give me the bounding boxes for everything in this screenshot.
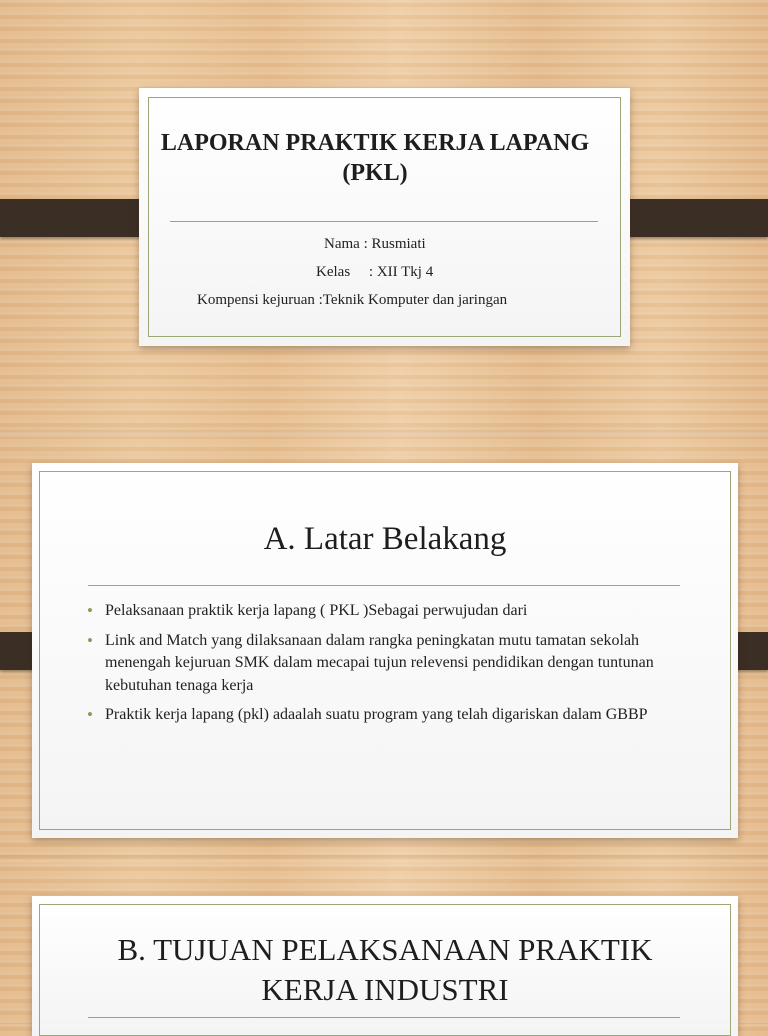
background-bullet-list [87, 600, 682, 734]
bullet-text: Link and Match yang dilaksanaan dalam rangka peningkatan mutu tamatan sekolah menengah kejuruan SMK dalam mecapai tujun relevensi pendidikan dengan tuntunan kebutuhan tenaga kerja [105, 631, 654, 694]
bullet-text: Pelaksanaan praktik kerja lapang ( PKL )Sebagai perwujudan dari [105, 602, 528, 619]
section-a-divider [88, 585, 680, 586]
bullet-icon: • [87, 601, 93, 620]
wood-grain-band [0, 430, 768, 437]
list-item [87, 704, 682, 727]
student-name: Nama : Rusmiati [324, 236, 426, 252]
wood-grain-band [0, 855, 768, 862]
student-class: Kelas : XII Tkj 4 [316, 264, 434, 280]
competency: Kompensi kejuruan :Teknik Komputer dan jaringan [197, 292, 508, 308]
left-strap [0, 199, 155, 237]
list-item [87, 630, 682, 698]
report-title: LAPORAN PRAKTIK KERJA LAPANG (PKL) [160, 130, 590, 186]
section-b-divider [88, 1017, 680, 1018]
right-strap [612, 199, 768, 237]
title-divider [170, 221, 598, 222]
bullet-text: Praktik kerja lapang (pkl) adaalah suatu program yang telah digariskan dalam GBBP [105, 706, 648, 723]
bullet-icon: • [87, 630, 93, 650]
section-heading-b: B. TUJUAN PELAKSANAAN PRAKTIK KERJA INDUSTRI [117, 932, 653, 1007]
section-heading-a: A. Latar Belakang [263, 521, 507, 557]
list-item [87, 600, 682, 623]
bullet-icon: • [87, 705, 93, 724]
